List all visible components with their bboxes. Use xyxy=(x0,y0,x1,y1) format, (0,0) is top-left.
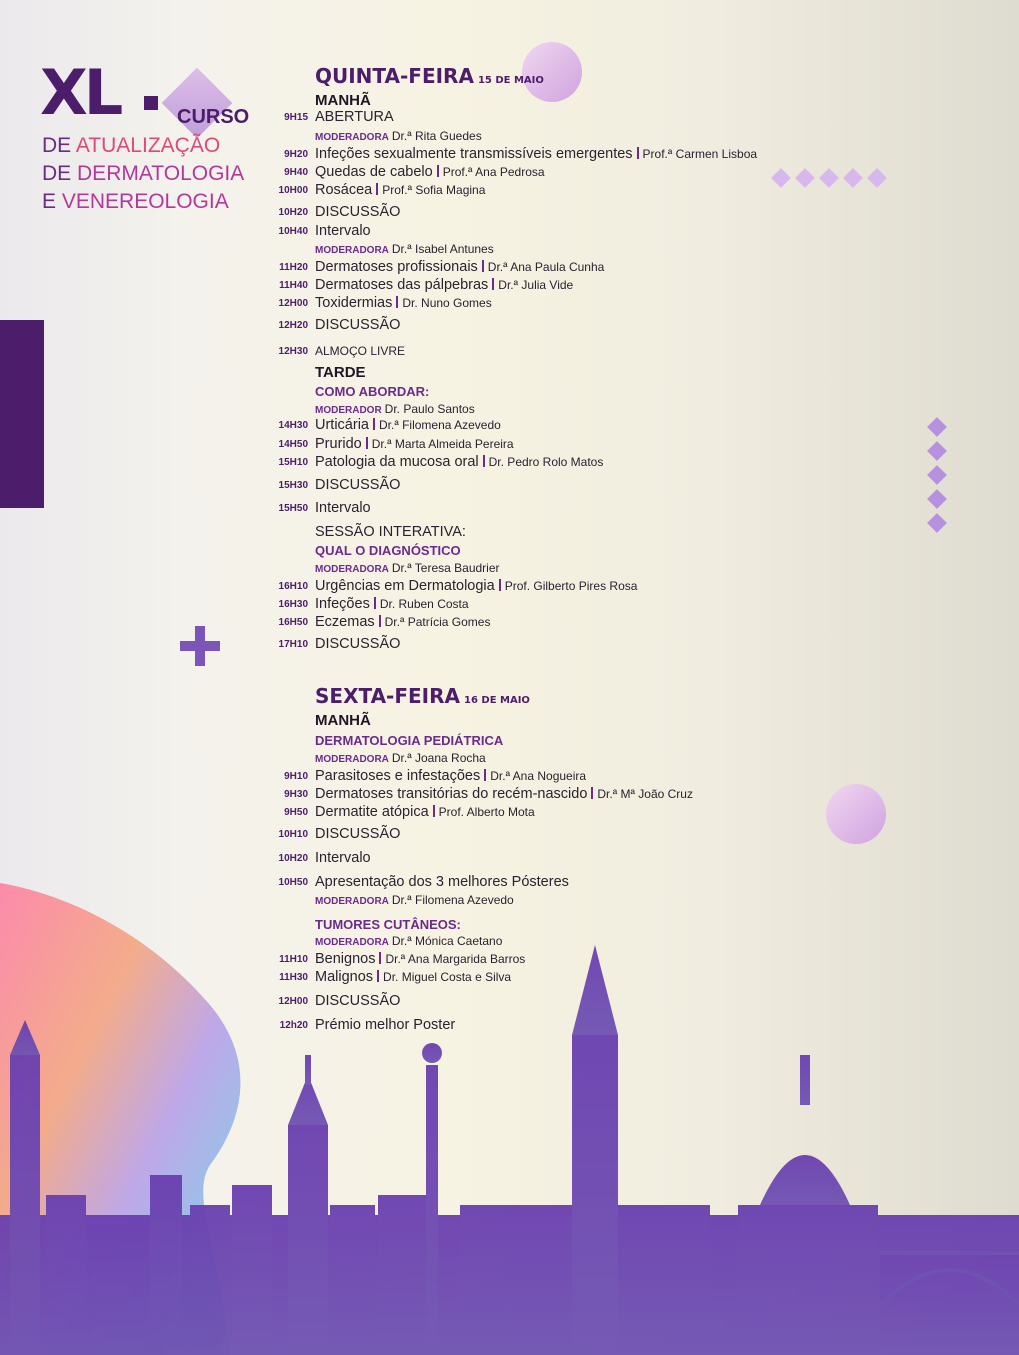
side-accent-bar xyxy=(0,320,44,508)
decor-diamond xyxy=(867,168,887,188)
decor-diamond xyxy=(927,441,947,461)
block-heading: COMO ABORDAR: xyxy=(315,384,430,399)
moderator-line: MODERADORA Dr.ª Teresa Baudrier xyxy=(315,561,500,575)
decor-diamond xyxy=(795,168,815,188)
moderator-line: MODERADORA Dr.ª Rita Guedes xyxy=(315,129,482,143)
logo-line-1: DE ATUALIZAÇÃO xyxy=(42,134,221,157)
decor-diamond xyxy=(843,168,863,188)
session-title: SESSÃO INTERATIVA: xyxy=(315,524,466,540)
moderator-line: MODERADORA Dr.ª Joana Rocha xyxy=(315,751,486,765)
decor-diamond xyxy=(927,417,947,437)
decor-diamond xyxy=(819,168,839,188)
logo-curso: CURSO xyxy=(177,106,250,128)
block-heading: DERMATOLOGIA PEDIÁTRICA xyxy=(315,733,504,748)
decor-diamond xyxy=(927,489,947,509)
day-heading-friday: SEXTA-FEIRA 16 DE MAIO xyxy=(315,684,530,708)
moderator-line: MODERADORA Dr.ª Filomena Azevedo xyxy=(315,893,514,907)
decor-diamond xyxy=(927,465,947,485)
decor-circle-bottom xyxy=(826,784,886,844)
moderator-line: MODERADORA Dr.ª Mónica Caetano xyxy=(315,934,503,948)
session-morning-heading: MANHÃ xyxy=(315,92,371,109)
logo-xl: XL xyxy=(40,56,120,129)
block-heading: QUAL O DIAGNÓSTICO xyxy=(315,543,461,558)
day-heading-thursday: QUINTA-FEIRA 15 DE MAIO xyxy=(315,64,544,88)
logo-dot xyxy=(144,96,158,110)
logo-line-3: E VENEREOLOGIA xyxy=(42,190,229,213)
decor-diamond xyxy=(927,513,947,533)
moderator-line: MODERADOR Dr. Paulo Santos xyxy=(315,402,475,416)
moderator-line: MODERADORA Dr.ª Isabel Antunes xyxy=(315,242,494,256)
decor-diamond xyxy=(771,168,791,188)
session-morning-heading: MANHÃ xyxy=(315,712,371,729)
porto-skyline-illustration xyxy=(0,875,1019,1355)
session-afternoon-heading: TARDE xyxy=(315,364,366,381)
decor-plus-icon xyxy=(180,626,220,666)
logo-line-2: DE DERMATOLOGIA xyxy=(42,162,245,185)
block-heading: TUMORES CUTÂNEOS: xyxy=(315,917,461,932)
